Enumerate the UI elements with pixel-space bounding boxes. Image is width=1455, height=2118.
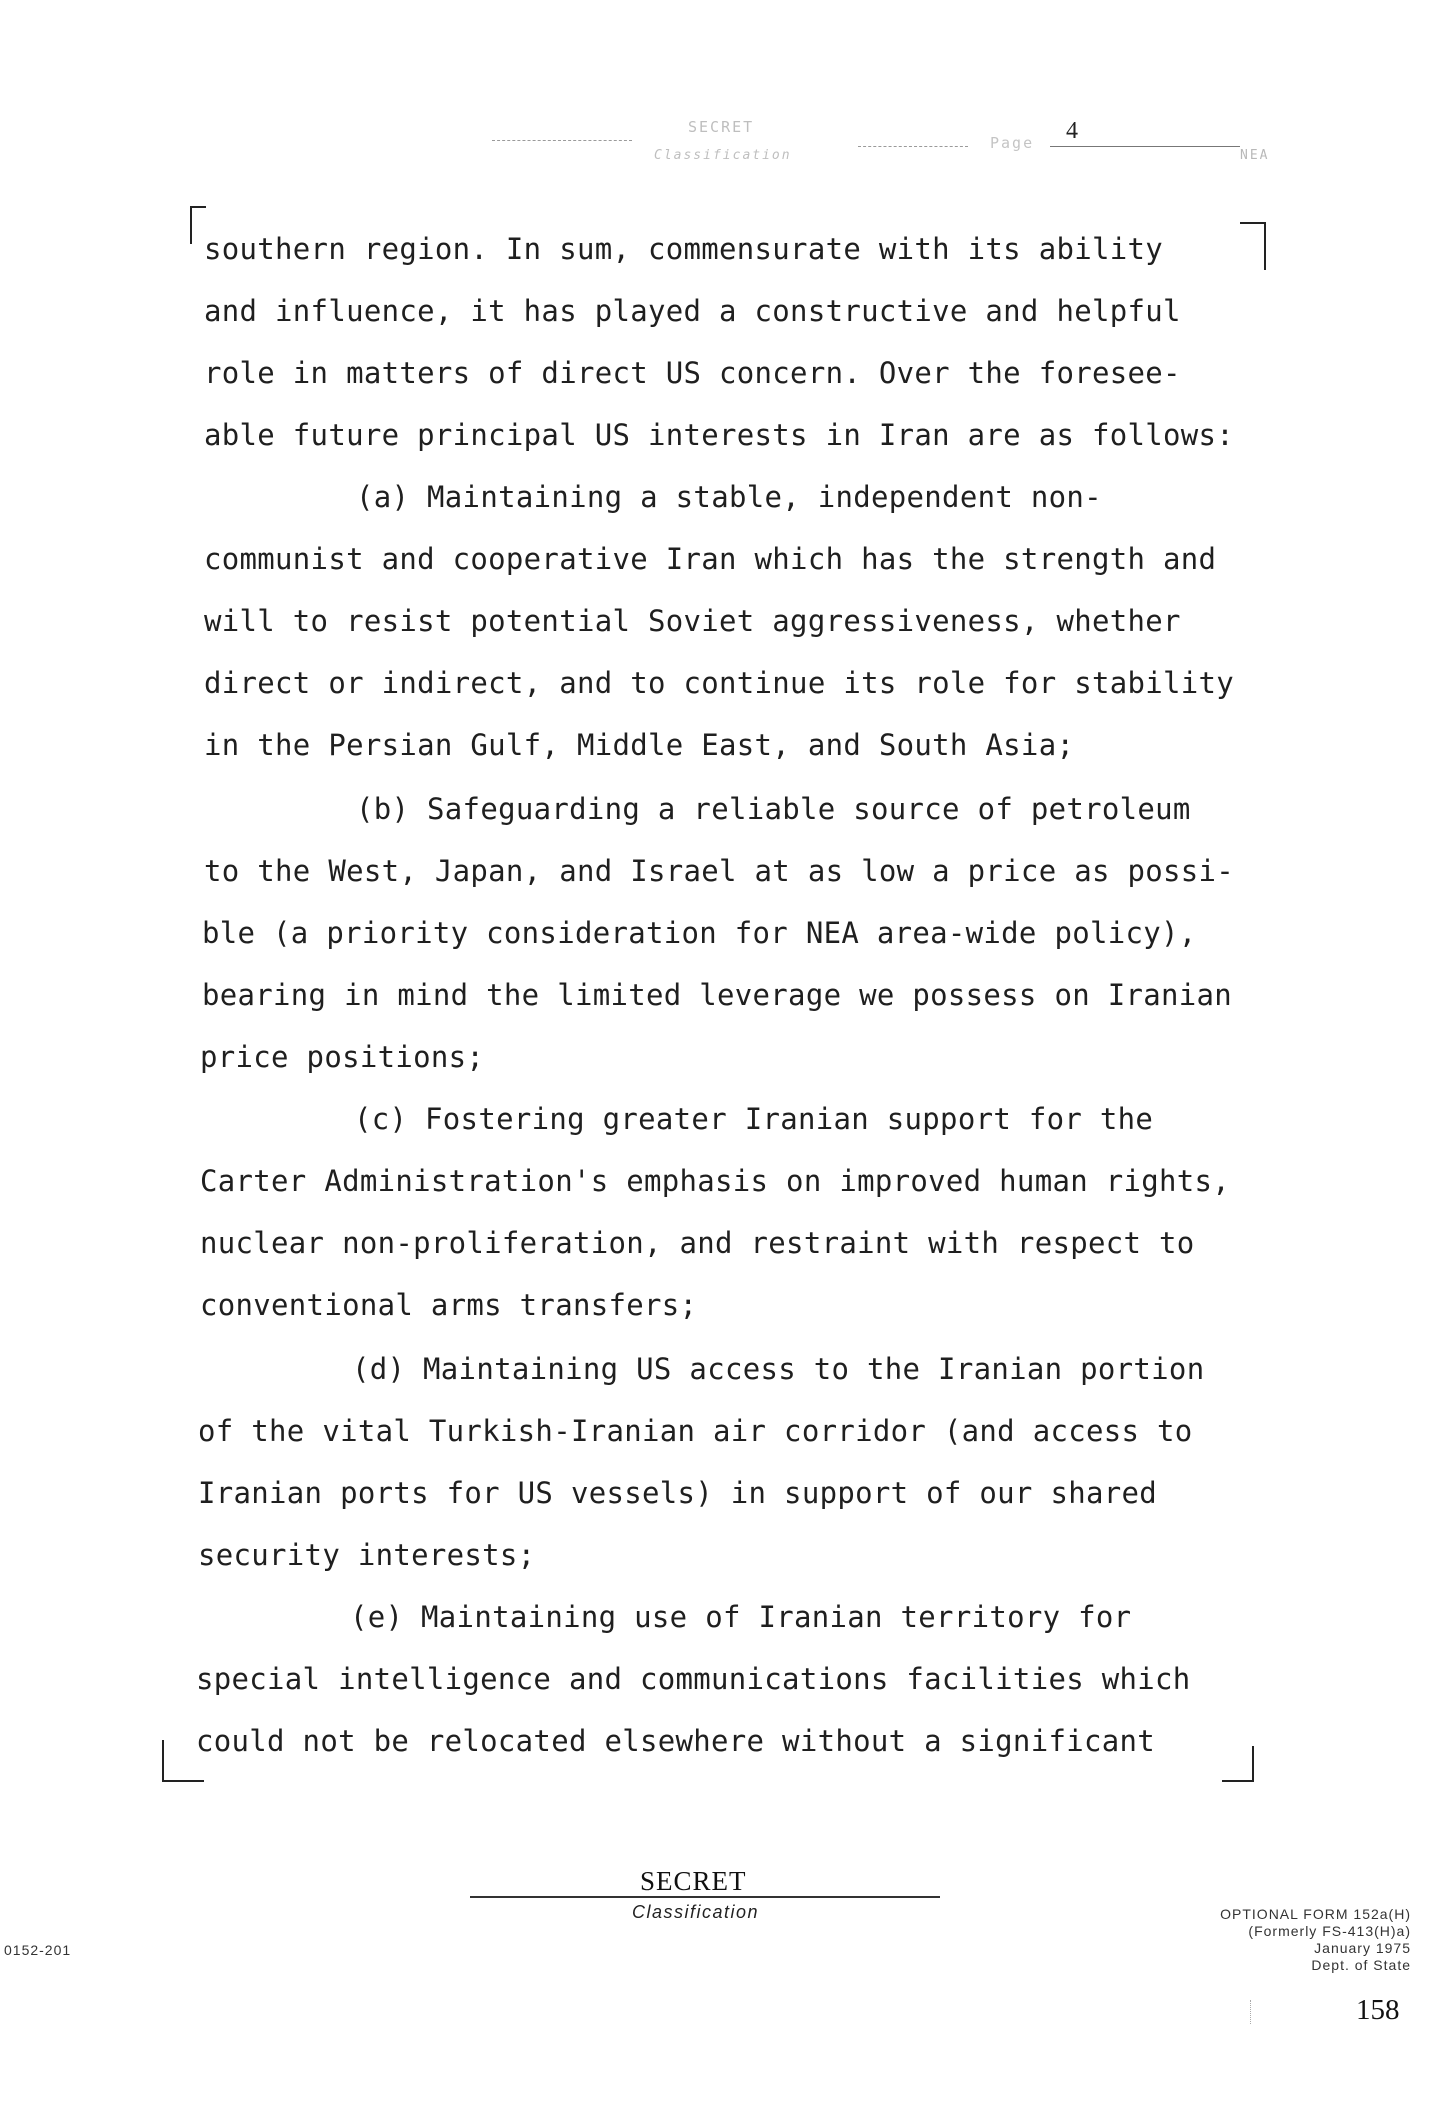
text-line: security interests; — [198, 1538, 536, 1572]
text-line: (b) Safeguarding a reliable source of petroleum — [356, 792, 1191, 826]
form-line: Dept. of State — [1311, 1957, 1411, 1973]
form-line: January 1975 — [1314, 1940, 1411, 1956]
text-line: to the West, Japan, and Israel at as low a price as possi- — [204, 854, 1235, 888]
text-line: role in matters of direct US concern. Over the foresee- — [204, 356, 1181, 390]
text-line: (e) Maintaining use of Iranian territory for — [350, 1600, 1132, 1634]
text-line: ble (a priority consideration for NEA area-wide policy), — [202, 916, 1197, 950]
form-code: 0152-201 — [4, 1942, 72, 1958]
text-line: and influence, it has played a constructive and helpful — [204, 294, 1181, 328]
form-block — [1220, 1906, 1411, 1974]
header-stamp: SECRET — [688, 118, 755, 136]
text-line: price positions; — [200, 1040, 485, 1074]
footer-rule — [470, 1896, 940, 1898]
footer-classification-label: Classification — [632, 1902, 760, 1922]
header-stamp-sub: Classification — [654, 148, 792, 163]
text-line: nuclear non-proliferation, and restraint with respect to — [200, 1226, 1195, 1260]
page-stamp: 158 — [1356, 1994, 1400, 2026]
header-rule — [1050, 146, 1240, 147]
bracket-bottom-left — [162, 1740, 204, 1782]
text-line: of the vital Turkish-Iranian air corridor (and access to — [198, 1414, 1193, 1448]
header-initials: NEA — [1240, 148, 1270, 163]
bracket-top-right — [1240, 222, 1266, 270]
text-line: Iranian ports for US vessels) in support of our shared — [198, 1476, 1158, 1510]
text-line: direct or indirect, and to continue its role for stability — [204, 666, 1235, 700]
text-line: communist and cooperative Iran which has the strength and — [204, 542, 1217, 576]
bracket-bottom-right — [1222, 1746, 1254, 1782]
text-line: (c) Fostering greater Iranian support for the — [354, 1102, 1154, 1136]
text-line: bearing in mind the limited leverage we possess on Iranian — [202, 978, 1233, 1012]
text-line: (d) Maintaining US access to the Iranian portion — [352, 1352, 1205, 1386]
text-line: in the Persian Gulf, Middle East, and South Asia; — [204, 728, 1075, 762]
text-line: (a) Maintaining a stable, independent non- — [356, 480, 1102, 514]
header-dash-mid — [858, 146, 968, 147]
footer-tick — [1250, 2000, 1251, 2024]
text-line: able future principal US interests in Iran are as follows: — [204, 418, 1235, 452]
footer-classification: SECRET — [640, 1866, 747, 1896]
form-line: OPTIONAL FORM 152a(H) — [1220, 1906, 1411, 1922]
header-ref: Page — [990, 134, 1035, 152]
text-line: special intelligence and communications facilities which — [196, 1662, 1191, 1696]
text-line: could not be relocated elsewhere without a significant — [196, 1724, 1156, 1758]
header-dash-left — [492, 140, 632, 141]
text-line: Carter Administration's emphasis on improved human rights, — [200, 1164, 1231, 1198]
text-line: will to resist potential Soviet aggressiveness, whether — [204, 604, 1181, 638]
text-line: conventional arms transfers; — [200, 1288, 698, 1322]
form-line: (Formerly FS-413(H)a) — [1248, 1923, 1411, 1939]
header-page-number: 4 — [1066, 118, 1078, 144]
text-line: southern region. In sum, commensurate with its ability — [204, 232, 1164, 266]
